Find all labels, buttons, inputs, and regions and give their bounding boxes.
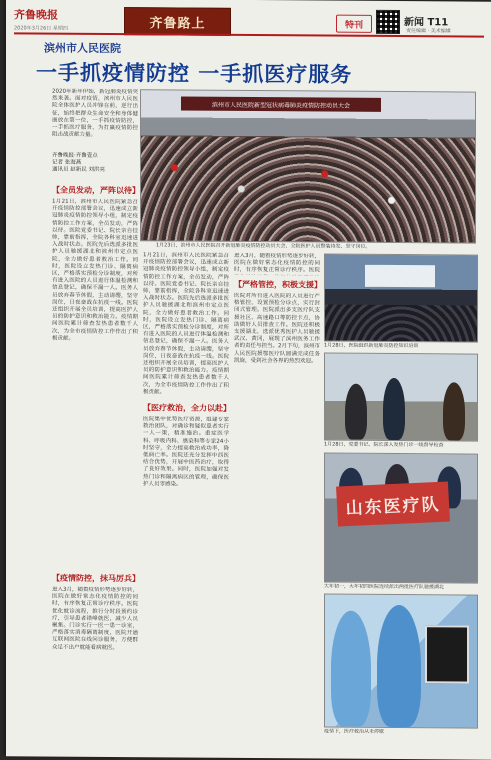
section-4-heading: 【严格管控，积极支援】 bbox=[234, 279, 322, 290]
article-lead bbox=[52, 89, 138, 176]
issue-date: 2020年3月26日 星期四 bbox=[14, 25, 68, 32]
section-3-heading: 【医疗救治，全力以赴】 bbox=[143, 403, 231, 413]
column-3 bbox=[234, 253, 320, 744]
byline-line-1: 齐鲁晚报·齐鲁壹点 bbox=[52, 152, 98, 159]
column-3-text-a: 进入3月，随着疫情形势逐步好转，医院在做好常态化疫情防控的同时，有序恢复正常诊疗秩序。医院优化就诊流程，推行分时段预约诊疗，引导患者错峰就医，减少人员聚集。门诊实行一医一患一诊室，严格落实消毒隔离制度，医院开通互联网医院在线问诊服务，方便群众足不出户就能看病就医。 bbox=[234, 252, 320, 274]
section-1-heading: 【全员发动，严阵以待】 bbox=[52, 185, 140, 196]
main-photo-caption: 1月23日，滨州市人民医院召开新冠肺炎疫情防控动员大会，全院医护人员整装待发、坚守岗位。 bbox=[156, 242, 371, 250]
main-photo bbox=[140, 89, 476, 243]
person-figure bbox=[383, 378, 405, 440]
medical-team-photo bbox=[324, 453, 478, 584]
byline-line-3: 通讯员 赵新民 刘洪亮 bbox=[52, 166, 105, 173]
xray-film bbox=[425, 625, 469, 683]
article-subtitle: 滨州市人民医院 bbox=[44, 41, 121, 56]
column-2-continued-text: 1月21日，滨州市人民医院紧急召开疫情防控部署会议，迅速成立新冠肺炎疫情防控领导小组，制定疫情防控工作方案，全员发动，严阵以待。医院党委书记、院长亲自挂帅，靠前指挥，全院各科室迅速进入战时状态。医院先后选派多批医护人员驰援湖北和滨州市定点医院，全力做好患者救治工作。同时，医院设立发热门诊、隔离病区，严格落实预检分诊制度，对所有进入医院的人员进行体温检测和信息登记，确保不漏一人。医务人员放弃春节休假，主动请缨，坚守岗位，日夜奋战在抗疫一线。医院还组织开展全员培训，提高医护人员的防护意识和救治能力。疫情期间医院累计筛查发热患者数千人次，为全市疫情防控工作作出了积极贡献。 bbox=[143, 252, 229, 396]
section-2-text: 进入3月，随着疫情形势逐步好转，医院在做好常态化疫情防控的同时，有序恢复正常诊疗秩序。医院优化就诊流程，推行分时段预约诊疗，引导患者错峰就医，减少人员聚集。门诊实行一医一患一诊室，严格落实消毒隔离制度，医院开通互联网医院在线问诊服务，方便群众足不出户就能看病就医。 bbox=[52, 586, 138, 651]
section-label: 新闻 T11 bbox=[404, 17, 449, 29]
special-badge: 特刊 bbox=[336, 15, 372, 33]
team-banner: 山东医疗队 bbox=[336, 481, 450, 526]
treatment-photo-caption: 疫情下，医疗救治从未停歇 bbox=[324, 728, 385, 735]
qr-code-icon bbox=[376, 10, 400, 34]
training-photo-caption: 1月28日，医院组织新冠肺炎防控知识培训 bbox=[324, 342, 419, 350]
newspaper-page bbox=[6, 0, 491, 760]
projection-screen bbox=[365, 265, 435, 287]
person-figure bbox=[345, 384, 367, 440]
inspection-photo bbox=[324, 353, 478, 442]
inspection-photo-caption: 1月28日，党委书记、院长深入发热门诊一线督导检查 bbox=[324, 441, 444, 449]
byline bbox=[52, 153, 138, 175]
person-figure bbox=[443, 382, 465, 440]
article-headline: 一手抓疫情防控 一手抓医疗服务 bbox=[36, 60, 353, 87]
section-4-text: 医院对所有进入医院的人员进行严格管控，设置预检分诊点，实行封闭式管理。医院派出多支医疗队支援社区、高速路口等防控卡点，协助做好人员排查工作。医院还积极支援湖北，选派优秀医护人员驰援武汉、黄冈，展现了滨州医务工作者的责任与担当。2月下旬，滨州市人民医院援鄂医疗队圆满完成任务凯旋，受到社会各界的热烈欢迎。 bbox=[234, 292, 320, 365]
column-2 bbox=[143, 252, 229, 743]
section-editors: 责任编辑 · 美术编辑 bbox=[406, 28, 451, 35]
section-2-heading: 【疫情防控，抹马厉兵】 bbox=[52, 573, 140, 584]
medical-team-photo-caption: 大年初一，大年初四医院连续派出两批医疗队驰援湖北 bbox=[324, 583, 445, 591]
medic-figure bbox=[377, 605, 421, 727]
treatment-photo bbox=[324, 594, 478, 729]
column-1 bbox=[52, 181, 138, 742]
crowd-image bbox=[141, 136, 475, 242]
medic-figure bbox=[331, 611, 371, 727]
column-banner: 齐鲁路上 bbox=[124, 7, 231, 36]
lead-text: 2020年新年伊始，新冠肺炎疫情突然来袭。面对疫情，滨州市人民医院全体医护人员冲锋在前，逆行出征，始终把群众生命安全和身体健康放在第一位，一手抓疫情防控，一手抓医疗服务，为打赢疫情防控阻击战贡献力量。 bbox=[52, 88, 138, 139]
section-1-text: 1月21日，滨州市人民医院紧急召开疫情防控部署会议，迅速成立新冠肺炎疫情防控领导小组，制定疫情防控工作方案，全员发动，严阵以待。医院党委书记、院长亲自挂帅，靠前指挥，全院各科室迅速进入战时状态。医院先后选派多批医护人员驰援湖北和滨州市定点医院，全力做好患者救治工作。同时，医院设立发热门诊、隔离病区，严格落实预检分诊制度，对所有进入医院的人员进行体温检测和信息登记，确保不漏一人。医务人员放弃春节休假，主动请缨，坚守岗位，日夜奋战在抗疫一线。医院还组织开展全员培训，提高医护人员的防护意识和救治能力。疫情期间医院累计筛查发热患者数千人次，为全市疫情防控工作作出了积极贡献。 bbox=[52, 198, 138, 342]
audience-image bbox=[325, 305, 477, 342]
section-3-text: 医院集中优势医疗资源，组建专家救治团队，对确诊和疑似患者实行一人一策，精准施治。重症医学科、呼吸内科、感染科等专家24小时坚守，全力提高救治成功率，降低病亡率。医院还充分发挥中西医结合优势，开展中医药治疗，取得了良好效果。同时，医院加强对发热门诊和隔离病区的管理，确保医护人员零感染。 bbox=[143, 416, 229, 488]
venue-sign: 滨州市人民医院新型冠状病毒肺炎疫情防控动员大会 bbox=[181, 97, 381, 112]
newspaper-brand: 齐鲁晚报 bbox=[14, 8, 58, 22]
byline-line-2: 记者 张海燕 bbox=[52, 159, 82, 166]
training-photo bbox=[324, 254, 478, 343]
